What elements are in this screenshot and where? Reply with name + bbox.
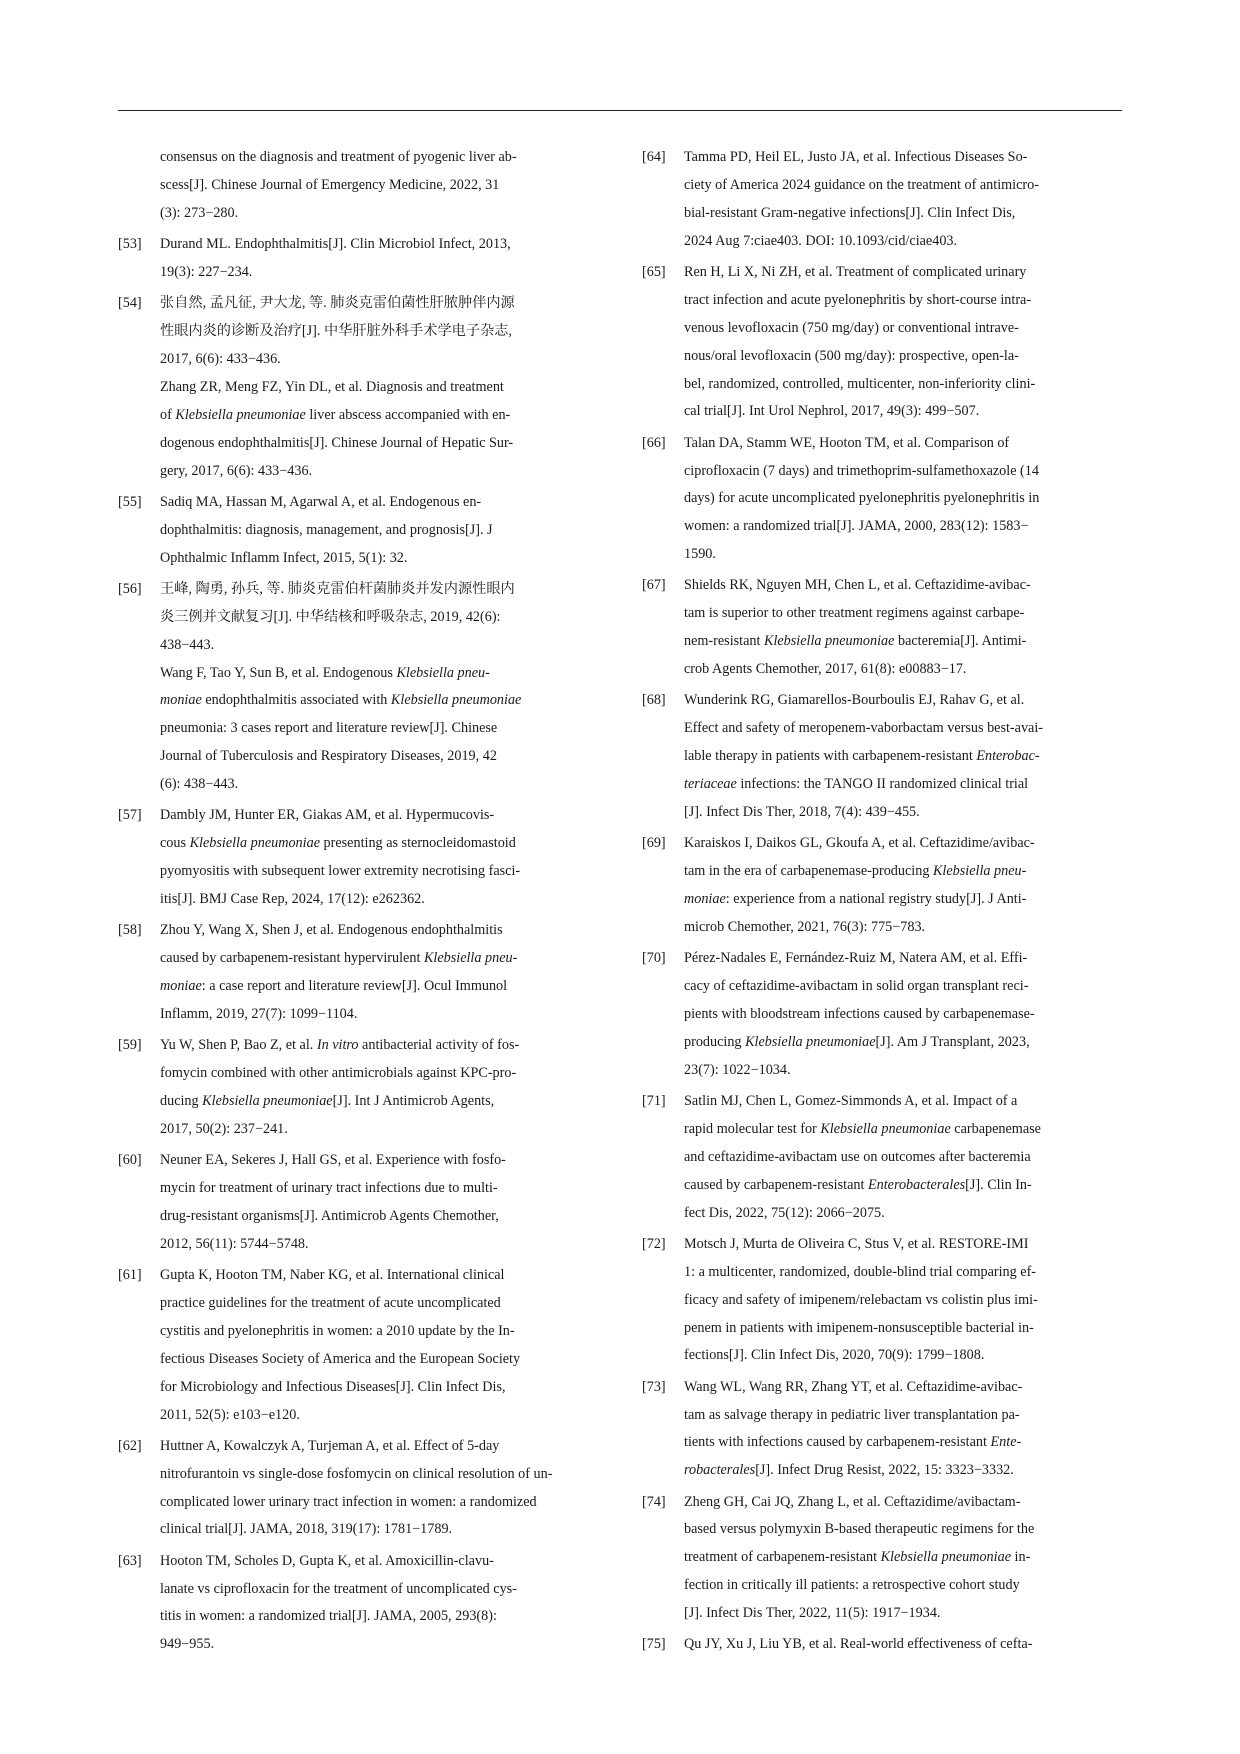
reference-line: 炎三例并文献复习[J]. 中华结核和呼吸杂志, 2019, 42(6):: [160, 608, 501, 625]
reference-line: tract infection and acute pyelonephritis by short-course intra-: [684, 291, 1032, 308]
reference-line: [J]. Infect Dis Ther, 2022, 11(5): 1917−1934.: [684, 1605, 941, 1622]
reference-entry: [118, 290, 594, 485]
reference-line: fection in critically ill patients: a retrospective cohort study: [684, 1577, 1020, 1594]
reference-number: [74]: [642, 1493, 666, 1510]
reference-line: teriaceae infections: the TANGO II randomized clinical trial: [684, 776, 1029, 793]
reference-entry: [118, 917, 594, 1029]
reference-line: treatment of carbapenem-resistant Klebsiella pneumoniae in-: [684, 1549, 1031, 1566]
reference-line: Huttner A, Kowalczyk A, Turjeman A, et al. Effect of 5-day: [160, 1437, 500, 1454]
reference-english-line: gery, 2017, 6(6): 433−436.: [160, 462, 313, 479]
reference-number: [65]: [642, 263, 666, 280]
reference-number: [58]: [118, 922, 142, 939]
reference-body: [160, 576, 594, 799]
reference-line: cal trial[J]. Int Urol Nephrol, 2017, 49(3): 499−507.: [684, 403, 980, 420]
reference-line: 2011, 52(5): e103−e120.: [160, 1406, 300, 1423]
reference-line: 王峰, 陶勇, 孙兵, 等. 肺炎克雷伯杆菌肺炎并发内源性眼内: [160, 580, 515, 597]
reference-line: Talan DA, Stamm WE, Hooton TM, et al. Comparison of: [684, 434, 1010, 451]
reference-line: ducing Klebsiella pneumoniae[J]. Int J Antimicrob Agents,: [160, 1092, 495, 1109]
reference-number: [53]: [118, 236, 142, 253]
reference-number: [56]: [118, 580, 142, 597]
reference-line: fectious Diseases Society of America and the European Society: [160, 1350, 521, 1367]
reference-number: [60]: [118, 1152, 142, 1169]
reference-line: 1590.: [684, 546, 716, 563]
reference-line: Wang WL, Wang RR, Zhang YT, et al. Ceftazidime-avibac-: [684, 1378, 1023, 1395]
reference-line: Sadiq MA, Hassan M, Agarwal A, et al. Endogenous en-: [160, 493, 482, 510]
reference-line: Ophthalmic Inflamm Infect, 2015, 5(1): 32.: [160, 549, 408, 566]
reference-body: [160, 1262, 594, 1429]
reference-line: nem-resistant Klebsiella pneumoniae bacteremia[J]. Antimi-: [684, 633, 1027, 650]
running-header: [118, 84, 1122, 111]
reference-body: [684, 1374, 1118, 1486]
reference-line: lanate vs ciprofloxacin for the treatment of uncomplicated cys-: [160, 1580, 517, 1597]
reference-line: Neuner EA, Sekeres J, Hall GS, et al. Experience with fosfo-: [160, 1152, 506, 1169]
reference-line: Shields RK, Nguyen MH, Chen L, et al. Ceftazidime-avibac-: [684, 577, 1031, 594]
reference-english-line: of Klebsiella pneumoniae liver abscess accompanied with en-: [160, 406, 511, 423]
reference-number: [68]: [642, 692, 666, 709]
reference-entry: [118, 1032, 594, 1144]
reference-line: and ceftazidime-avibactam use on outcomes after bacteremia: [684, 1148, 1031, 1165]
reference-entry: [118, 1147, 594, 1259]
reference-english-line: (6): 438−443.: [160, 776, 239, 793]
reference-number: [64]: [642, 149, 666, 165]
reference-body: [684, 1631, 1118, 1659]
reference-line: cacy of ceftazidime-avibactam in solid organ transplant reci-: [684, 978, 1029, 995]
reference-number: [57]: [118, 807, 142, 824]
reference-body: [684, 1231, 1118, 1371]
reference-line: 性眼内炎的诊断及治疗[J]. 中华肝脏外科手术学电子杂志,: [160, 323, 512, 340]
reference-entry: [118, 231, 594, 287]
reference-line: 23(7): 1022−1034.: [684, 1061, 791, 1078]
reference-line: nitrofurantoin vs single-dose fosfomycin on clinical resolution of un-: [160, 1465, 553, 1482]
reference-entry: [642, 430, 1118, 570]
reference-number: [70]: [642, 950, 666, 967]
reference-line: bel, randomized, controlled, multicenter, non-inferiority clini-: [684, 375, 1036, 392]
reference-body: [160, 1147, 594, 1259]
reference-body: [160, 290, 594, 485]
reference-line: scess[J]. Chinese Journal of Emergency Medicine, 2022, 31: [160, 176, 500, 193]
reference-line: penem in patients with imipenem-nonsusceptible bacterial in-: [684, 1319, 1034, 1336]
reference-line: tients with infections caused by carbapenem-resistant Ente-: [684, 1434, 1022, 1451]
reference-line: tam is superior to other treatment regimens against carbape-: [684, 605, 1025, 622]
reference-line: rapid molecular test for Klebsiella pneumoniae carbapenemase: [684, 1120, 1041, 1137]
left-column: [118, 144, 594, 1663]
reference-body: [160, 1032, 594, 1144]
reference-entry: [118, 802, 594, 914]
reference-number: [73]: [642, 1378, 666, 1395]
reference-english-line: moniae endophthalmitis associated with Klebsiella pneumoniae: [160, 692, 522, 709]
reference-line: titis in women: a randomized trial[J]. JAMA, 2005, 293(8):: [160, 1608, 497, 1625]
reference-line: bial-resistant Gram-negative infections[J]. Clin Infect Dis,: [684, 204, 1016, 221]
reference-line: venous levofloxacin (750 mg/day) or conventional intrave-: [684, 319, 1019, 336]
reference-line: moniae: a case report and literature review[J]. Ocul Immunol: [160, 978, 508, 995]
reference-line: Inflamm, 2019, 27(7): 1099−1104.: [160, 1005, 358, 1022]
reference-entry: [118, 489, 594, 573]
reference-body: [160, 917, 594, 1029]
reference-body: [684, 1088, 1118, 1228]
reference-line: 2012, 56(11): 5744−5748.: [160, 1235, 309, 1252]
reference-entry: [642, 945, 1118, 1085]
reference-line: based versus polymyxin B-based therapeutic regimens for the: [684, 1521, 1035, 1538]
reference-number: [71]: [642, 1092, 666, 1109]
reference-line: 张自然, 孟凡征, 尹大龙, 等. 肺炎克雷伯菌性肝脓肿伴内源: [160, 295, 515, 312]
reference-line: 19(3): 227−234.: [160, 263, 253, 280]
reference-line: Dambly JM, Hunter ER, Giakas AM, et al. Hypermucovis-: [160, 807, 495, 824]
reference-english-line: Zhang ZR, Meng FZ, Yin DL, et al. Diagnosis and treatment: [160, 378, 504, 395]
reference-line: cous Klebsiella pneumoniae presenting as sternocleidomastoid: [160, 835, 516, 852]
reference-line: Pérez-Nadales E, Fernández-Ruiz M, Natera AM, et al. Effi-: [684, 950, 1028, 967]
reference-number: [75]: [642, 1636, 666, 1653]
reference-line: Zhou Y, Wang X, Shen J, et al. Endogenous endophthalmitis: [160, 922, 503, 939]
reference-body: [684, 430, 1118, 570]
reference-entry: [118, 1433, 594, 1545]
reference-body: [684, 687, 1118, 827]
reference-line: producing Klebsiella pneumoniae[J]. Am J Transplant, 2023,: [684, 1033, 1030, 1050]
reference-line: Motsch J, Murta de Oliveira C, Stus V, et al. RESTORE-IMI: [684, 1235, 1029, 1252]
reference-line: mycin for treatment of urinary tract infections due to multi-: [160, 1180, 498, 1196]
reference-line: for Microbiology and Infectious Diseases[J]. Clin Infect Dis,: [160, 1378, 506, 1395]
reference-body: [684, 830, 1118, 942]
reference-line: complicated lower urinary tract infection in women: a randomized: [160, 1493, 537, 1510]
reference-line: days) for acute uncomplicated pyelonephritis pyelonephritis in: [684, 490, 1040, 507]
reference-line: fections[J]. Clin Infect Dis, 2020, 70(9): 1799−1808.: [684, 1347, 985, 1364]
reference-body: [160, 231, 594, 287]
reference-english-line: pneumonia: 3 cases report and literature review[J]. Chinese: [160, 720, 498, 737]
reference-line: robacterales[J]. Infect Drug Resist, 2022, 15: 3323−3332.: [684, 1462, 1014, 1479]
reference-line: tam as salvage therapy in pediatric liver transplantation pa-: [684, 1406, 1020, 1423]
reference-list-right: [642, 144, 1118, 1659]
reference-line: Tamma PD, Heil EL, Justo JA, et al. Infectious Diseases So-: [684, 149, 1028, 165]
reference-body: [684, 144, 1118, 256]
reference-line: clinical trial[J]. JAMA, 2018, 319(17): 1781−1789.: [160, 1521, 453, 1538]
reference-english-line: dogenous endophthalmitis[J]. Chinese Journal of Hepatic Sur-: [160, 434, 514, 451]
right-column: [642, 144, 1118, 1663]
reference-number: [55]: [118, 493, 142, 510]
reference-entry: [642, 1489, 1118, 1629]
reference-entry: [642, 1231, 1118, 1371]
reference-number: [59]: [118, 1037, 142, 1054]
reference-line: Ren H, Li X, Ni ZH, et al. Treatment of complicated urinary: [684, 263, 1027, 280]
reference-number: [66]: [642, 434, 666, 451]
reference-number: [61]: [118, 1267, 142, 1284]
reference-line: (3): 273−280.: [160, 204, 239, 221]
reference-line: Gupta K, Hooton TM, Naber KG, et al. International clinical: [160, 1267, 505, 1284]
reference-line: Wunderink RG, Giamarellos-Bourboulis EJ, Rahav G, et al.: [684, 692, 1025, 709]
reference-line: Effect and safety of meropenem-vaborbactam versus best-avai-: [684, 720, 1043, 737]
reference-line: 1: a multicenter, randomized, double-blind trial comparing ef-: [684, 1263, 1037, 1280]
reference-line: 2017, 50(2): 237−241.: [160, 1120, 288, 1137]
reference-entry: [642, 830, 1118, 942]
reference-line: 438−443.: [160, 636, 215, 653]
reference-line: 949−955.: [160, 1636, 215, 1653]
reference-number: [62]: [118, 1437, 142, 1454]
reference-body: [684, 259, 1118, 426]
reference-entry: [118, 1262, 594, 1429]
reference-line: pyomyositis with subsequent lower extremity necrotising fasci-: [160, 863, 521, 880]
reference-english-line: Wang F, Tao Y, Sun B, et al. Endogenous Klebsiella pneu-: [160, 664, 490, 681]
reference-entry: [118, 1548, 594, 1660]
reference-body: [684, 572, 1118, 684]
reference-line: ficacy and safety of imipenem/relebactam vs colistin plus imi-: [684, 1291, 1038, 1308]
reference-line: pients with bloodstream infections caused by carbapenemase-: [684, 1005, 1035, 1022]
reference-body: [684, 945, 1118, 1085]
reference-entry: [642, 259, 1118, 426]
reference-number: [54]: [118, 295, 142, 312]
reference-number: [63]: [118, 1552, 142, 1569]
reference-line: consensus on the diagnosis and treatment of pyogenic liver ab-: [160, 149, 517, 165]
reference-line: dophthalmitis: diagnosis, management, and prognosis[J]. J: [160, 521, 493, 538]
reference-line: ciety of America 2024 guidance on the treatment of antimicro-: [684, 176, 1039, 193]
reference-line: tam in the era of carbapenemase-producing Klebsiella pneu-: [684, 863, 1027, 880]
reference-number: [67]: [642, 577, 666, 594]
reference-line: moniae: experience from a national registry study[J]. J Anti-: [684, 891, 1027, 908]
reference-entry: [642, 144, 1118, 256]
reference-line: 2017, 6(6): 433−436.: [160, 350, 281, 367]
reference-line: Hooton TM, Scholes D, Gupta K, et al. Amoxicillin-clavu-: [160, 1552, 494, 1569]
reference-body: [160, 1548, 594, 1660]
reference-body: [160, 1433, 594, 1545]
reference-entry: [642, 1631, 1118, 1659]
reference-line: crob Agents Chemother, 2017, 61(8): e00883−17.: [684, 661, 967, 678]
reference-number: [69]: [642, 835, 666, 852]
reference-line: Zheng GH, Cai JQ, Zhang L, et al. Ceftazidime/avibactam-: [684, 1493, 1021, 1510]
reference-line: Qu JY, Xu J, Liu YB, et al. Real-world effectiveness of cefta-: [684, 1636, 1033, 1653]
reference-line: [J]. Infect Dis Ther, 2018, 7(4): 439−455.: [684, 804, 920, 821]
reference-line: ciprofloxacin (7 days) and trimethoprim-sulfamethoxazole (14: [684, 462, 1039, 479]
reference-line: women: a randomized trial[J]. JAMA, 2000, 283(12): 1583−: [684, 518, 1029, 535]
reference-line: microb Chemother, 2021, 76(3): 775−783.: [684, 918, 926, 935]
reference-line: caused by carbapenem-resistant Enterobacterales[J]. Clin In-: [684, 1176, 1032, 1193]
reference-line: practice guidelines for the treatment of acute uncomplicated: [160, 1294, 501, 1311]
reference-line: lable therapy in patients with carbapenem-resistant Enterobac-: [684, 748, 1040, 765]
reference-line: nous/oral levofloxacin (500 mg/day): prospective, open-la-: [684, 347, 1019, 364]
reference-line: fect Dis, 2022, 75(12): 2066−2075.: [684, 1204, 885, 1221]
reference-english-line: Journal of Tuberculosis and Respiratory Diseases, 2019, 42: [160, 748, 497, 765]
reference-entry: [642, 572, 1118, 684]
reference-line: Durand ML. Endophthalmitis[J]. Clin Microbiol Infect, 2013,: [160, 236, 511, 253]
reference-body: [160, 802, 594, 914]
reference-continuation: [118, 144, 594, 228]
reference-body: [684, 1489, 1118, 1629]
reference-entry: [642, 1374, 1118, 1486]
reference-line: 2024 Aug 7:ciae403. DOI: 10.1093/cid/ciae403.: [684, 232, 958, 249]
reference-line: caused by carbapenem-resistant hypervirulent Klebsiella pneu-: [160, 950, 518, 967]
reference-line: fomycin combined with other antimicrobials against KPC-pro-: [160, 1065, 517, 1082]
reference-entry: [642, 1088, 1118, 1228]
reference-body: [160, 144, 594, 228]
reference-entry: [642, 687, 1118, 827]
reference-entry: [118, 576, 594, 799]
reference-line: itis[J]. BMJ Case Rep, 2024, 17(12): e262362.: [160, 891, 425, 908]
reference-line: Karaiskos I, Daikos GL, Gkoufa A, et al. Ceftazidime/avibac-: [684, 835, 1035, 852]
reference-line: Yu W, Shen P, Bao Z, et al. In vitro antibacterial activity of fos-: [160, 1037, 520, 1054]
reference-line: cystitis and pyelonephritis in women: a 2010 update by the In-: [160, 1322, 515, 1339]
reference-list-left: [118, 231, 594, 1659]
reference-number: [72]: [642, 1235, 666, 1252]
reference-line: Satlin MJ, Chen L, Gomez-Simmonds A, et al. Impact of a: [684, 1092, 1018, 1109]
reference-body: [160, 489, 594, 573]
reference-line: drug-resistant organisms[J]. Antimicrob Agents Chemother,: [160, 1207, 499, 1224]
